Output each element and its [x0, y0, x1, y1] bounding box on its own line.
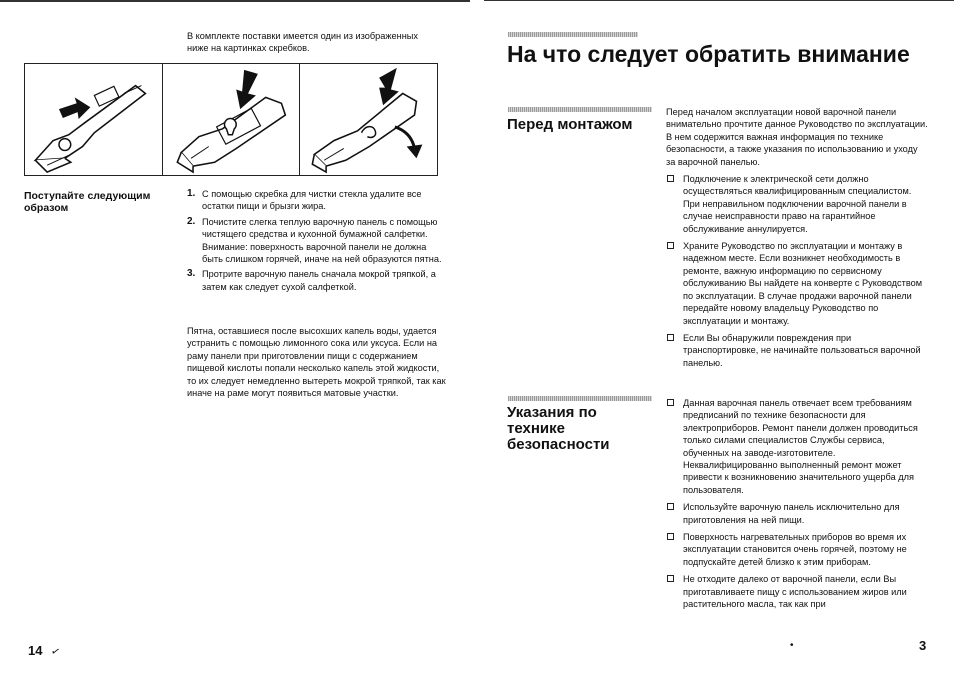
checkbox-square-icon [667, 533, 674, 540]
scraper-remove-blade-illustration [300, 64, 437, 175]
list-item [666, 173, 929, 235]
top-rule-right [484, 0, 954, 1]
bullet-text: Если Вы обнаружили повреждения при транспортировке, не начинайте пользоваться варочной панелью. [683, 332, 921, 368]
steps-list [187, 188, 449, 296]
page-title: На что следует обратить внимание [507, 41, 910, 67]
dot-mark: • [790, 640, 794, 651]
section2-bar [508, 396, 652, 401]
section1-heading: Перед монтажом [507, 116, 633, 133]
bullet-text: Поверхность нагревательных приборов во время их эксплуатации становится очень горячей, поэтому не подпускайте детей близко к этим приборам. [683, 532, 907, 567]
list-item [666, 332, 929, 369]
step-number: 3. [187, 268, 196, 280]
checkbox-square-icon [667, 575, 674, 582]
section2-heading: Указания по технике безопасности [507, 404, 610, 453]
step-item [187, 188, 449, 213]
top-rule-left [0, 0, 470, 2]
section1-content [666, 106, 929, 369]
bullet-text: Используйте варочную панель исключительно для приготовления на ней пищи. [683, 502, 900, 525]
section2-content [666, 392, 929, 611]
scraper-press-illustration [163, 64, 301, 175]
checkbox-square-icon [667, 175, 674, 182]
step-item [187, 216, 449, 266]
section1-intro: Перед началом эксплуатации новой варочной панели внимательно прочтите данное Руководство по эксплуатации. В нем содержится важная информация по технике безопасности, а также указания по использованию и уходу за варочной панелью. [666, 107, 928, 167]
checkbox-square-icon [667, 503, 674, 510]
step-number: 2. [187, 215, 196, 227]
bullet-text: Подключение к электрической сети должно осуществляться квалифицированным специалистом. При неправильном подключении варочной панели в случае неисправности право на гарантийное обслуживание аннулируется. [683, 174, 912, 234]
section2-bullets [666, 397, 929, 611]
list-item [666, 397, 929, 496]
list-item [666, 531, 929, 568]
page-number-right: 3 [919, 638, 927, 653]
step-number: 1. [187, 188, 196, 199]
list-item [666, 240, 929, 327]
section1-bullets [666, 173, 929, 369]
bullet-text: Не отходите далеко от варочной панели, если Вы приготавливаете пищу с использованием жиров или растительного масла, так как при [683, 574, 907, 610]
title-bar [508, 32, 638, 37]
step-text: Протрите варочную панель сначала мокрой тряпкой, а затем как следует сухой салфеткой. [202, 269, 436, 292]
checkbox-square-icon [667, 242, 674, 249]
stains-paragraph: Пятна, оставшиеся после высохших капель воды, удается устранить с помощью лимонного сока или уксуса. Если на раму панели при приготовлении пищи с содержанием пищевой кислоты попали несколько капель этой жидкости, то их следует немедленно вытереть мокрой тряпкой, так как иначе на раме могут появиться матовые участки. [187, 326, 446, 399]
checkbox-square-icon [667, 334, 674, 341]
intro-text: В комплекте поставки имеется один из изображенных ниже на картинках скребков. [187, 31, 418, 54]
section1-bar [508, 107, 652, 112]
bullet-text: Храните Руководство по эксплуатации и монтажу в надежном месте. Если возникнет необходимость в ремонте, важную информацию по сервисному обслуживанию Вы найдете на конверте с Руководством по эксплуатации. В случае продажи варочной панели передайте новому владельцу Руководство по эксплуатации и монтажу. [683, 241, 923, 326]
list-item [666, 573, 929, 610]
scraper-figures [24, 63, 438, 176]
bullet-text: Данная варочная панель отвечает всем требованиям предписаний по технике безопасности для электроприборов. Ремонт панели должен проводиться только силами специалистов Службы сервиса, обученных на заводе-изготовителе. Неквалифицированно выполненный ремонт может привести к возникновению значительного ущерба для пользователя. [683, 398, 918, 495]
list-item [666, 501, 929, 526]
step-item [187, 268, 449, 293]
page-number-left: 14 [28, 643, 43, 658]
checkmark-icon: ✓ [49, 644, 62, 659]
step-text: Почистите слегка теплую варочную панель с помощью чистящего средства и кухонной бумажной салфетки. Внимание: поверхность варочной панели не должна быть слишком горячей, иначе на ней образуются пятна. [202, 216, 442, 265]
step-text: С помощью скребка для чистки стекла удалите все остатки пищи и брызги жира. [202, 189, 422, 212]
sidebar-heading: Поступайте следующим образом [24, 190, 151, 214]
checkbox-square-icon [667, 399, 674, 406]
scraper-insert-blade-illustration [25, 64, 163, 175]
